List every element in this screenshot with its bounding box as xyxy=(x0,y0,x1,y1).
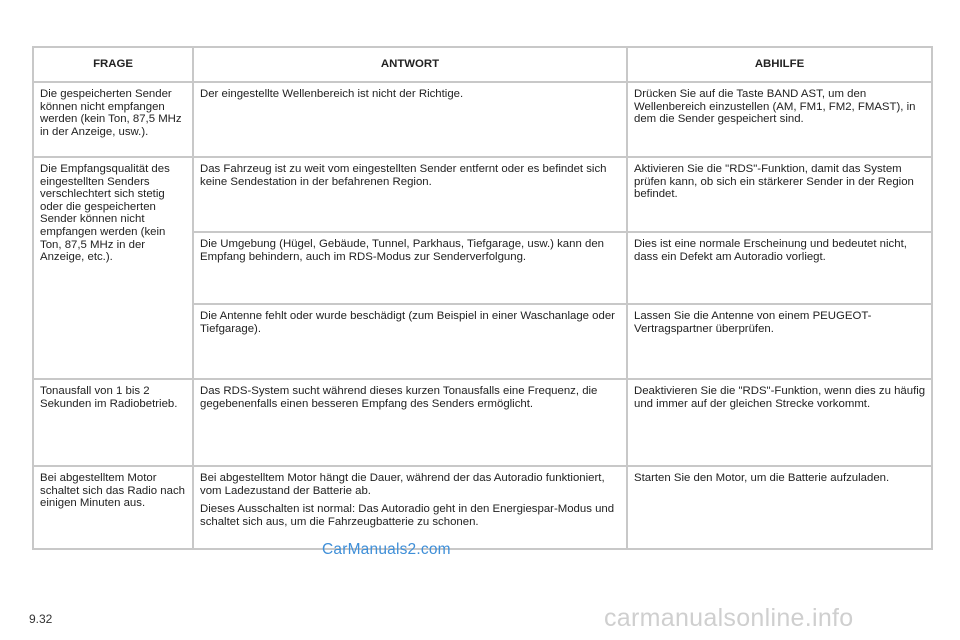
frage-text: Tonausfall von 1 bis 2 Sekunden im Radiobetrieb. xyxy=(40,385,178,410)
antwort-text: Das RDS-System sucht während dieses kurzen Tonausfalls eine Frequenz, die gegebenenfalls einen besseren Empfang des Senders ermöglicht. xyxy=(200,385,598,410)
frage-text: Die Empfangsqualität des eingestellten Senders verschlechtert sich stetig oder die gespeicherten Sender können nicht empfangen werden (kein Ton, 87,5 MHz in der Anzeige, etc.). xyxy=(40,163,170,264)
abhilfe-text: Lassen Sie die Antenne von einem PEUGEOT-Vertragspartner überprüfen. xyxy=(634,310,872,335)
header-abhilfe: ABHILFE xyxy=(628,48,931,83)
abhilfe-cell xyxy=(628,305,931,380)
antwort-text: Der eingestellte Wellenbereich ist nicht der Richtige. xyxy=(200,88,464,100)
frage-text: Bei abgestelltem Motor schaltet sich das Radio nach einigen Minuten aus. xyxy=(40,472,185,510)
antwort-cell xyxy=(194,233,628,305)
footer-watermark: carmanualsonline.info xyxy=(604,604,854,632)
antwort-text: Dieses Ausschalten ist normal: Das Autoradio geht in den Energiespar-Modus und schaltet sich aus, um die Fahrzeugbatterie zu schonen. xyxy=(200,503,615,528)
abhilfe-text: Dies ist eine normale Erscheinung und bedeutet nicht, dass ein Defekt am Autoradio vorliegt. xyxy=(634,238,907,263)
frage-cell xyxy=(34,158,194,380)
page-number: 9.32 xyxy=(29,612,53,626)
antwort-text: Die Antenne fehlt oder wurde beschädigt (zum Beispiel in einer Waschanlage oder Tiefgarage). xyxy=(200,310,615,335)
abhilfe-cell xyxy=(628,380,931,467)
abhilfe-cell xyxy=(628,233,931,305)
frage-cell xyxy=(34,83,194,158)
table-row xyxy=(34,158,931,233)
abhilfe-cell xyxy=(628,467,931,548)
abhilfe-cell xyxy=(628,83,931,158)
frage-cell xyxy=(34,467,194,548)
antwort-text: Das Fahrzeug ist zu weit vom eingestellten Sender entfernt oder es befindet sich keine Sendestation in der befahrenen Region. xyxy=(200,163,607,188)
table-row xyxy=(34,467,931,548)
header-antwort: ANTWORT xyxy=(194,48,628,83)
frage-text: Die gespeicherten Sender können nicht empfangen werden (kein Ton, 87,5 MHz in der Anzeige, usw.). xyxy=(40,88,182,138)
antwort-cell xyxy=(194,83,628,158)
frage-cell xyxy=(34,380,194,467)
table-row xyxy=(34,83,931,158)
antwort-text: Bei abgestelltem Motor hängt die Dauer, während der das Autoradio funktioniert, vom Ladezustand der Batterie ab. xyxy=(200,472,605,497)
abhilfe-text: Aktivieren Sie die "RDS"-Funktion, damit das System prüfen kann, ob sich ein stärkerer Sender in der Region befindet. xyxy=(634,163,914,201)
table-header-row xyxy=(34,48,931,83)
site-watermark: CarManuals2.com xyxy=(322,541,451,558)
abhilfe-text: Drücken Sie auf die Taste BAND AST, um den Wellenbereich einzustellen (AM, FM1, FM2, FMAST), in dem die Sender gespeichert sind. xyxy=(634,88,916,126)
antwort-cell xyxy=(194,158,628,233)
antwort-cell xyxy=(194,467,628,548)
table-row xyxy=(34,380,931,467)
troubleshooting-table xyxy=(32,46,933,550)
antwort-cell xyxy=(194,380,628,467)
antwort-text: Die Umgebung (Hügel, Gebäude, Tunnel, Parkhaus, Tiefgarage, usw.) kann den Empfang behindern, auch im RDS-Modus zur Senderverfolgung. xyxy=(200,238,604,263)
abhilfe-text: Deaktivieren Sie die "RDS"-Funktion, wenn dies zu häufig und immer auf der gleichen Strecke vorkommt. xyxy=(634,385,926,410)
header-frage: FRAGE xyxy=(34,48,194,83)
abhilfe-cell xyxy=(628,158,931,233)
antwort-cell xyxy=(194,305,628,380)
abhilfe-text: Starten Sie den Motor, um die Batterie aufzuladen. xyxy=(634,472,890,484)
